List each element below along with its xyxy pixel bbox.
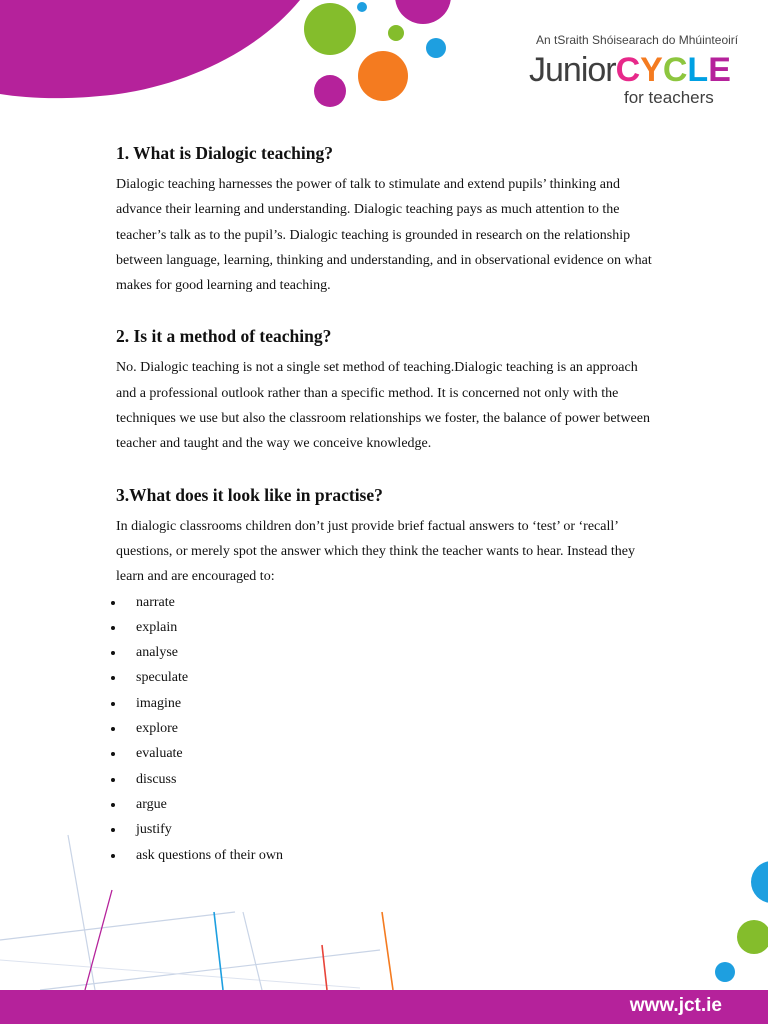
footer-bar xyxy=(0,990,768,1024)
logo-wordmark xyxy=(529,52,731,88)
magenta-circle-small xyxy=(314,75,346,107)
section-heading: 3.What does it look like in practise? xyxy=(116,484,383,505)
grid-line-magenta xyxy=(85,890,112,990)
bullet-icon xyxy=(111,727,115,731)
logo-junior: Junior xyxy=(529,51,616,89)
list-item: argue xyxy=(116,792,656,817)
list-item: narrate xyxy=(116,590,656,615)
grid-line xyxy=(243,912,262,990)
logo-subline: for teachers xyxy=(624,88,714,107)
blue-circle xyxy=(426,38,446,58)
bullet-icon xyxy=(111,752,115,756)
list-item: discuss xyxy=(116,767,656,792)
list-item: explore xyxy=(116,716,656,741)
bullet-icon xyxy=(111,828,115,832)
logo-cycle xyxy=(616,51,731,89)
section-paragraph: Dialogic teaching harnesses the power of talk to stimulate and extend pupils’ thinking and advance their learning and understanding. Dialogic teaching pays as much attention to the teacher’s talk as to the pupil’s. Dialogic teaching is grounded in research on the relationship between language, learning, thinking and understanding, and in observational evidence on what makes for good learning and teaching. xyxy=(116,177,652,294)
list-item: analyse xyxy=(116,640,656,665)
section-method xyxy=(116,323,656,456)
bullet-icon xyxy=(111,702,115,706)
bullet-icon xyxy=(111,676,115,680)
list-item: imagine xyxy=(116,691,656,716)
bullet-icon xyxy=(111,651,115,655)
junior-cycle-logo xyxy=(529,30,739,110)
grid-line-orange xyxy=(382,912,393,990)
logo-irish-line: An tSraith Shóisearach do Mhúinteoirí xyxy=(536,33,739,47)
list-item: ask questions of their own xyxy=(116,843,656,868)
list-item: evaluate xyxy=(116,741,656,766)
list-item: justify xyxy=(116,817,656,842)
list-item: speculate xyxy=(116,665,656,690)
bullet-icon xyxy=(111,803,115,807)
section-what-is xyxy=(116,140,656,298)
magenta-swoosh xyxy=(0,0,300,98)
green-circle-small xyxy=(388,25,404,41)
footer-url-link[interactable]: www.jct.ie xyxy=(629,995,722,1016)
grid-line xyxy=(40,950,380,990)
grid-line xyxy=(0,912,235,940)
bullet-icon xyxy=(111,601,115,605)
grid-line xyxy=(0,960,360,988)
green-circle-large xyxy=(304,3,356,55)
orange-circle xyxy=(358,51,408,101)
logo-cycle-letter: C xyxy=(615,51,641,89)
grid-line xyxy=(68,835,95,990)
blue-dot-small xyxy=(357,2,367,12)
bullet-icon xyxy=(111,778,115,782)
logo-cycle-letter: L xyxy=(687,51,709,89)
section-practise xyxy=(116,482,656,868)
logo-cycle-letter: Y xyxy=(640,51,663,89)
document-body xyxy=(116,140,656,868)
blue-dot-edge xyxy=(715,962,735,982)
list-item: explain xyxy=(116,615,656,640)
section-heading: 1. What is Dialogic teaching? xyxy=(116,143,333,163)
section-heading: 2. Is it a method of teaching? xyxy=(116,326,332,347)
green-circle-edge xyxy=(737,920,768,954)
section-paragraph: No. Dialogic teaching is not a single set method of teaching.Dialogic teaching is an approach and a professional outlook rather than a specific method. It is concerned not only with the techniques we use but also the classroom relationships we foster, the balance of power between teacher and taught and the way we conceive knowledge. xyxy=(116,360,650,452)
logo-cycle-letter: E xyxy=(708,51,731,89)
section-paragraph: In dialogic classrooms children don’t just provide brief factual answers to ‘test’ or ‘recall’ questions, or merely spot the answer which they think the teacher wants to hear. Instead they learn and are encouraged to: xyxy=(116,518,636,585)
grid-line-blue xyxy=(214,912,223,990)
magenta-circle-top xyxy=(395,0,451,24)
logo-cycle-letter: C xyxy=(662,51,688,89)
practise-list xyxy=(116,590,656,868)
bullet-icon xyxy=(111,854,115,858)
blue-circle-edge xyxy=(751,861,768,903)
bullet-icon xyxy=(111,626,115,630)
grid-line-red xyxy=(322,945,327,990)
